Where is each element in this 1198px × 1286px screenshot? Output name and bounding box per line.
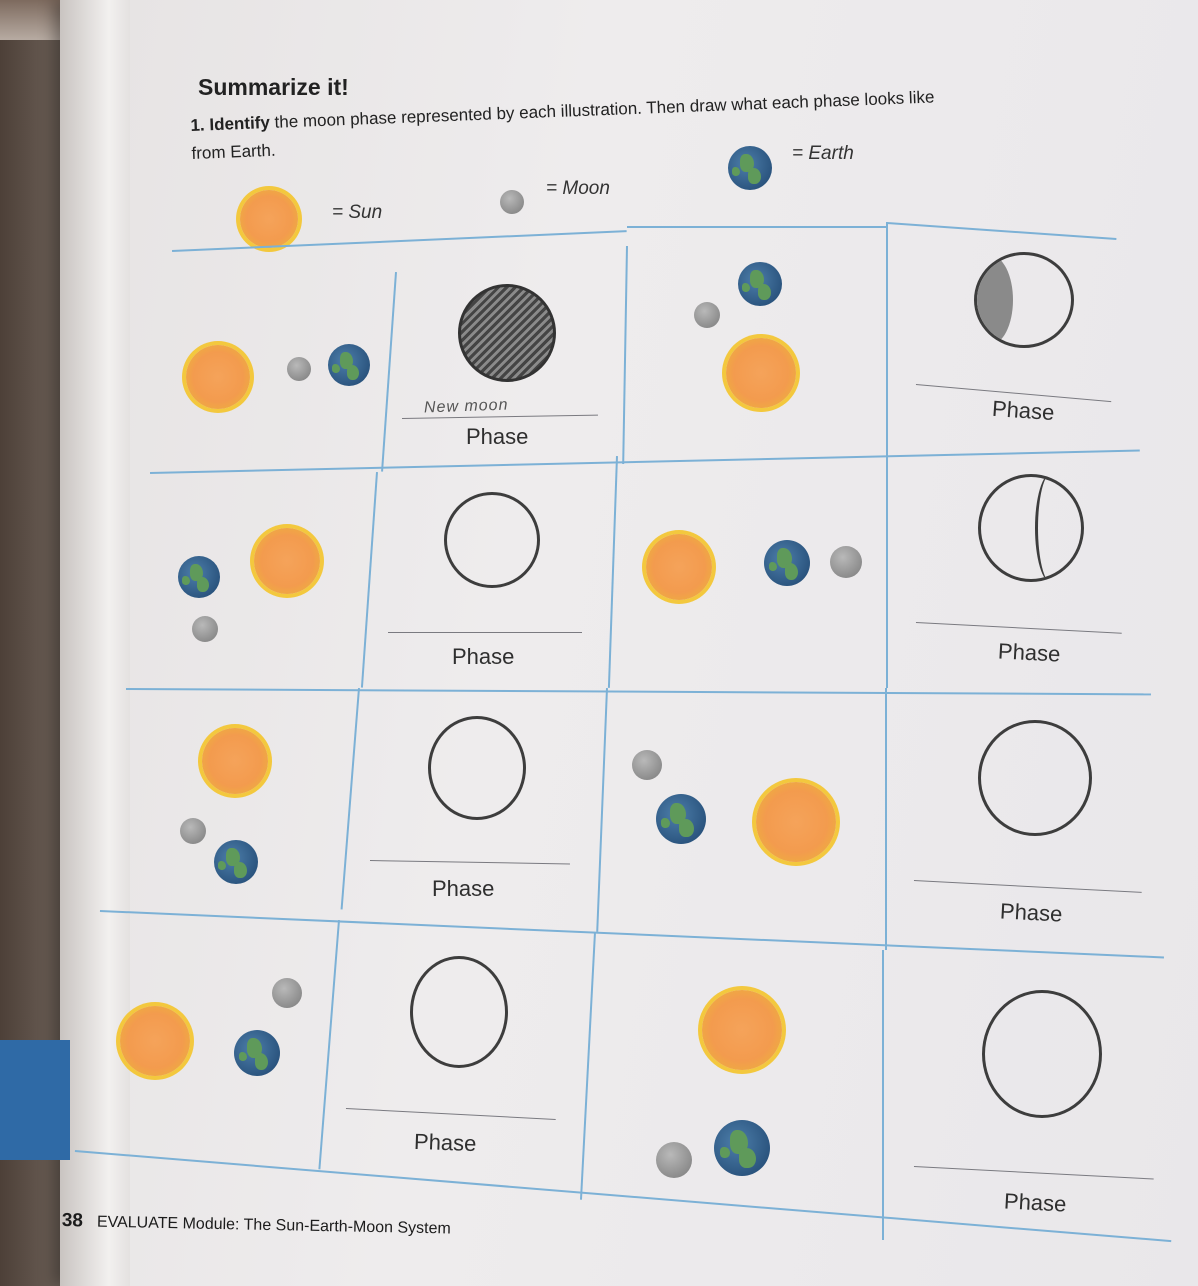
- phase-label: Phase: [999, 898, 1064, 927]
- blue-stripe: [0, 1040, 70, 1160]
- legend-earth-icon: [728, 146, 772, 190]
- earth-icon: [234, 1030, 280, 1076]
- question-number: 1.: [190, 115, 206, 135]
- drawn-new-moon: [458, 284, 556, 382]
- earth-icon: [656, 794, 706, 844]
- moon-icon: [287, 357, 311, 381]
- page-binding: [60, 0, 130, 1286]
- drawing-circle: [444, 492, 540, 588]
- legend-sun-icon: [240, 190, 298, 248]
- phase-label: Phase: [991, 395, 1056, 426]
- sun-icon: [254, 528, 320, 594]
- grid-line: [885, 688, 887, 950]
- phase-label: Phase: [413, 1128, 477, 1157]
- drawing-circle: [410, 956, 508, 1068]
- earth-icon: [328, 344, 370, 386]
- phase-label: Phase: [452, 644, 515, 669]
- drawing-circle: [978, 720, 1092, 836]
- moon-icon: [656, 1142, 692, 1178]
- drawn-gibbous-moon: [978, 474, 1084, 582]
- sun-icon: [202, 728, 268, 794]
- moon-icon: [632, 750, 662, 780]
- page-number: 38: [61, 1210, 84, 1232]
- earth-icon: [214, 840, 258, 884]
- earth-icon: [178, 556, 220, 598]
- moon-icon: [180, 818, 206, 844]
- sun-icon: [726, 338, 796, 408]
- sun-icon: [120, 1006, 190, 1076]
- moon-icon: [694, 302, 720, 328]
- moon-icon: [830, 546, 862, 578]
- legend-sun-label: = Sun: [332, 202, 383, 223]
- question-verb: Identify: [209, 112, 271, 135]
- phase-label: Phase: [997, 638, 1062, 667]
- grid-line: [882, 950, 884, 1240]
- phase-label: Phase: [466, 424, 529, 449]
- grid-line: [886, 444, 888, 688]
- sun-icon: [756, 782, 836, 862]
- sun-icon: [186, 345, 250, 409]
- earth-icon: [764, 540, 810, 586]
- answer-line: [388, 632, 582, 633]
- moon-icon: [272, 978, 302, 1008]
- question-body: the moon phase represented by each illustration. Then draw what each phase looks like from Earth.: [191, 87, 935, 163]
- legend-moon-label: = Moon: [546, 178, 610, 199]
- drawing-circle: [982, 990, 1102, 1118]
- moon-icon: [192, 616, 218, 642]
- grid-line: [886, 222, 888, 454]
- legend-moon-icon: [500, 190, 524, 214]
- footer-text: EVALUATE Module: The Sun-Earth-Moon System: [96, 1213, 451, 1238]
- section-heading: Summarize it!: [198, 74, 349, 100]
- answer-text: New moon: [423, 396, 509, 417]
- earth-icon: [738, 262, 782, 306]
- grid-line: [627, 226, 887, 228]
- phase-label: Phase: [432, 876, 495, 901]
- legend-earth-label: = Earth: [792, 143, 854, 164]
- earth-icon: [714, 1120, 770, 1176]
- sun-icon: [702, 990, 782, 1070]
- phase-label: Phase: [1003, 1188, 1068, 1217]
- drawing-circle: [428, 716, 526, 820]
- sun-icon: [646, 534, 712, 600]
- drawn-crescent-moon: [974, 252, 1074, 348]
